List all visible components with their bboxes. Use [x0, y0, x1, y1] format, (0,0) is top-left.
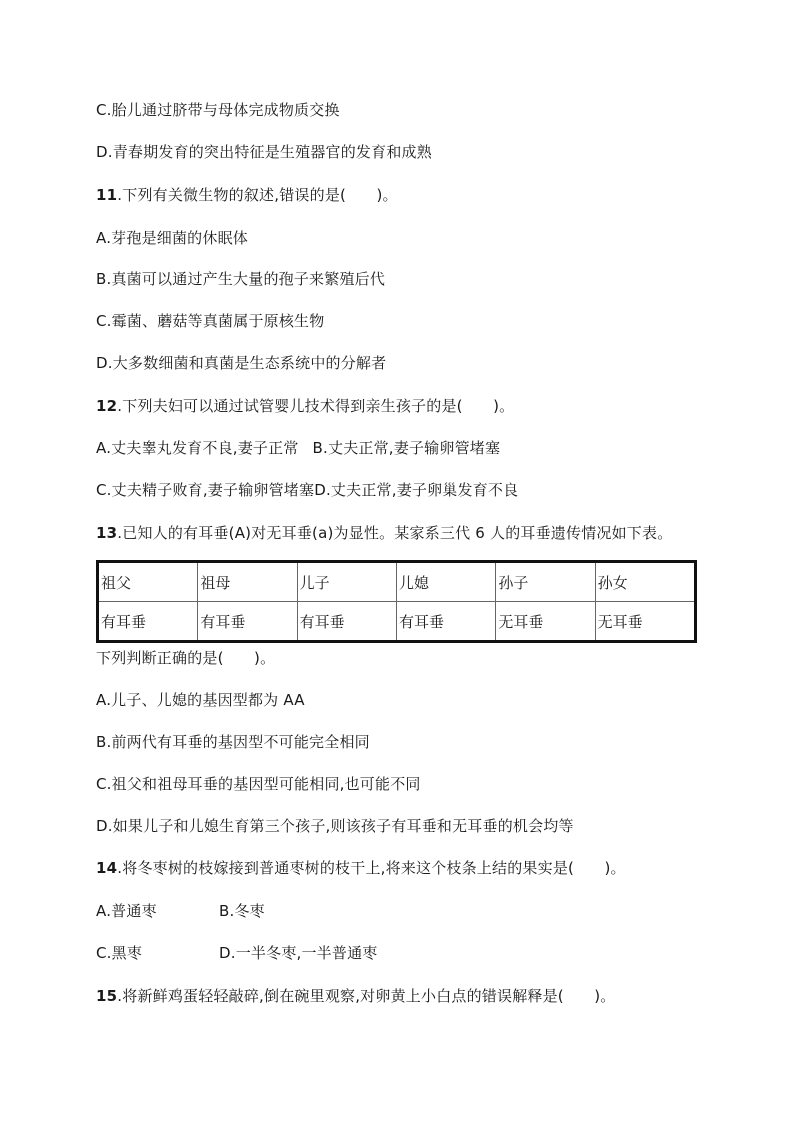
q11-option-a: A.芽孢是细菌的休眠体: [96, 229, 248, 247]
table-cell: 无耳垂: [496, 602, 595, 642]
q13-option-c: C.祖父和祖母耳垂的基因型可能相同,也可能不同: [96, 775, 421, 793]
q12-options-ab: [96, 438, 500, 458]
table-header-cell: 儿子: [297, 562, 396, 602]
q14-number: 14: [96, 859, 118, 877]
q14-options-cd: [96, 943, 378, 963]
q13-stem: [96, 523, 672, 543]
q14-option-b: B.冬枣: [219, 902, 265, 920]
q12-stem-text: .下列夫妇可以通过试管婴儿技术得到亲生孩子的是( )。: [117, 397, 515, 415]
q14-option-c: C.黑枣: [96, 944, 143, 962]
table-cell: 无耳垂: [595, 602, 695, 642]
q12-option-c: C.丈夫精子败育,妻子输卵管堵塞: [96, 481, 315, 499]
q15-stem: [96, 986, 616, 1006]
q14-stem-text: .将冬枣树的枝嫁接到普通枣树的枝干上,将来这个枝条上结的果实是( )。: [117, 859, 626, 877]
table-cell: 有耳垂: [396, 602, 495, 642]
table-cell: 有耳垂: [98, 602, 198, 642]
q14-stem: [96, 858, 626, 878]
q14-options-ab: [96, 901, 265, 921]
q11-option-b: B.真菌可以通过产生大量的孢子来繁殖后代: [96, 270, 386, 288]
q11-stem: [96, 185, 398, 205]
table-header-row: [98, 562, 696, 602]
q10-option-c: C.胎儿通过脐带与母体完成物质交换: [96, 101, 340, 119]
earlobe-table: [96, 560, 697, 643]
q11-option-c: C.霉菌、蘑菇等真菌属于原核生物: [96, 312, 325, 330]
q11-stem-text: .下列有关微生物的叙述,错误的是( )。: [117, 186, 398, 204]
table-header-cell: 孙子: [496, 562, 595, 602]
q11-option-d: D.大多数细菌和真菌是生态系统中的分解者: [96, 354, 387, 372]
q13-option-d: D.如果儿子和儿媳生育第三个孩子,则该孩子有耳垂和无耳垂的机会均等: [96, 817, 574, 835]
q11-number: 11: [96, 186, 118, 204]
q15-stem-text: .将新鲜鸡蛋轻轻敲碎,倒在碗里观察,对卵黄上小白点的错误解释是( )。: [117, 987, 616, 1005]
q15-number: 15: [96, 987, 118, 1005]
q12-option-d: D.丈夫正常,妻子卵巢发育不良: [314, 481, 519, 499]
q12-stem: [96, 396, 514, 416]
q10-option-d: D.青春期发育的突出特征是生殖器官的发育和成熟: [96, 143, 432, 161]
q14-option-a: A.普通枣: [96, 902, 157, 920]
table-header-cell: 孙女: [595, 562, 695, 602]
q13-number: 13: [96, 524, 118, 542]
table-row: [98, 602, 696, 642]
q13-prompt: 下列判断正确的是( )。: [96, 649, 276, 667]
q13-option-b: B.前两代有耳垂的基因型不可能完全相同: [96, 733, 370, 751]
q12-option-a: A.丈夫睾丸发育不良,妻子正常: [96, 439, 299, 457]
q12-options-cd: [96, 480, 518, 500]
q12-option-b: B.丈夫正常,妻子输卵管堵塞: [312, 439, 501, 457]
table-cell: 有耳垂: [198, 602, 297, 642]
q12-number: 12: [96, 397, 118, 415]
table-cell: 有耳垂: [297, 602, 396, 642]
q14-option-d: D.一半冬枣,一半普通枣: [219, 944, 378, 962]
table-header-cell: 祖母: [198, 562, 297, 602]
table-header-cell: 儿媳: [396, 562, 495, 602]
table-header-cell: 祖父: [98, 562, 198, 602]
q13-option-a: A.儿子、儿媳的基因型都为 AA: [96, 691, 305, 709]
q13-stem-text: .已知人的有耳垂(A)对无耳垂(a)为显性。某家系三代 6 人的耳垂遗传情况如下表。: [117, 524, 673, 542]
